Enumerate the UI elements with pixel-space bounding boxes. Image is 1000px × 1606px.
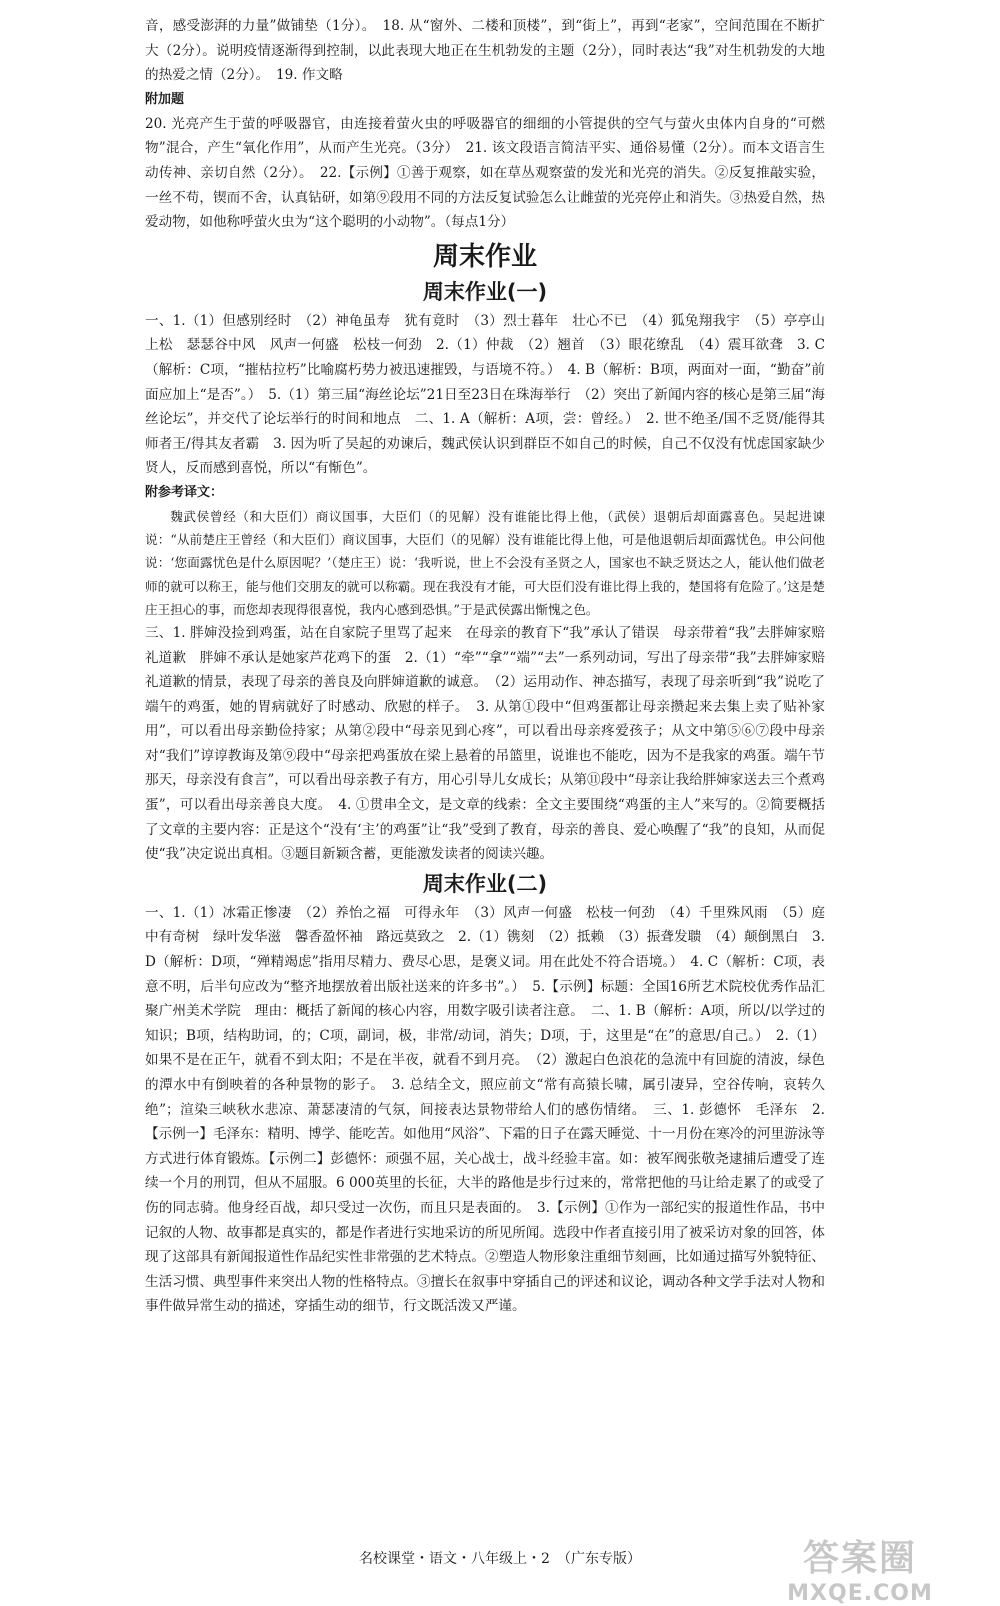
- addon-answers: 20. 光亮产生于萤的呼吸器官，由连接着萤火虫的呼吸器官的细细的小管提供的空气与萤火虫体内自身的“可燃物”混合，产生“氧化作用”，从而产生光亮。（3分） 21. 该文段语言简洁平实、通俗易懂（2分）。而本文语言生动传神、亲切自然（2分）。 22.【示例】①善于观察，如在草丛观察萤的发光和光亮的消失。②反复推敲实验，一丝不苟，锲而不舍，认真钻研，如第⑨段用不同的方法反复试验怎么让雌萤的光亮停止和消失。③热爱自然，热爱动物，如他称呼萤火虫为“这个聪明的小动物”。（每点1分）: [145, 115, 825, 231]
- section-title-1: 周末作业(一): [422, 279, 548, 304]
- addon-heading: 附加题: [145, 91, 185, 107]
- section-title-2: 周末作业(二): [422, 871, 548, 896]
- reference-translation: [145, 505, 825, 621]
- translation-text: 魏武侯曾经（和大臣们）商议国事，大臣们（的见解）没有谁能比得上他，（武侯）退朝后却面露喜色。吴起进谏说：“从前楚庄王曾经（和大臣们）商议国事，大臣们（的见解）没有谁能比得上他，可是他退朝后却面露忧色。申公问他说：‘您面露忧色是什么原因呢？’（楚庄王）说：‘我听说，世上不会没有圣贤之人，国家也不缺乏贤达之人，能认他们做老师的就可以称王，能与他们交朋友的就可以称霸。现在我没有才能，可大臣们没有谁比得上我的，楚国将有危险了。’这是楚庄王担心的事，而您却表现得很喜悦，我内心感到恐惧。”于是武侯露出惭愧之色。: [145, 508, 825, 617]
- top-answers: [145, 14, 825, 235]
- section-1-part-3: 三、1. 胖婶没捡到鸡蛋，站在自家院子里骂了起来 在母亲的教育下“我”承认了错误 母亲带着“我”去胖婶家赔礼道歉 胖婶不承认是她家芦花鸡下的蛋 2.（1）“牵”“拿”“端”“去”一系列动词，写出了母亲带“我”去胖婶家赔礼道歉的情景，表现了母亲的善良及向胖婶道歉的诚意。 （2）运用动作、神态描写，表现了母亲听到“我”说吃了端午的鸡蛋，她的胃病就好了时感动、欣慰的样子。 3. 从第①段中“但鸡蛋都让母亲攒起来去集上卖了贴补家用”，可以看出母亲勤俭持家；从第②段中“母亲见到心疼”，可以看出母亲疼爱孩子；从文中第⑤⑥⑦段中母亲对“我们”谆谆教诲及第⑨段中“母亲把鸡蛋放在梁上悬着的吊篮里，说谁也不能吃，因为不是我家的鸡蛋。端午节那天，母亲没有食言”，可以看出母亲教子有方，用心引导儿女成长；从第⑪段中“母亲让我给胖婶家送去三个煮鸡蛋”，可以看出母亲善良大度。 4. ①贯串全文，是文章的线索：全文主要围绕“鸡蛋的主人”来写的。②简要概括了文章的主要内容：正是这个“没有‘主’的鸡蛋”让“我”受到了教育，母亲的善良、爱心唤醒了“我”的良知，从而促使“我”决定说出真相。③题目新颖含蓄，更能激发读者的阅读兴趣。: [145, 624, 825, 863]
- page-footer: 名校课堂・语文・八年级上・2 （广东专版）: [359, 1551, 641, 1567]
- weekend-homework-1: [145, 277, 825, 867]
- answer-paragraph: 音，感受澎湃的力量”做铺垫（1分）。 18. 从“窗外、二楼和顶楼”，到“街上”，再到“老家”，空间范围在不断扩大（2分）。说明疫情逐渐得到控制，以此表现大地正在生机勃发的主题（2分），同时表达“我”对生机勃发的大地的热爱之情（2分）。 19. 作文略: [145, 18, 825, 84]
- watermark-logo: 答案圈: [802, 1538, 917, 1579]
- reference-translation-label: 附参考译文：: [145, 484, 224, 500]
- answer-page: [145, 14, 825, 1319]
- weekend-homework-2: [145, 869, 825, 1319]
- section-1-part-1: 一、1.（1）但感别经时 （2）神龟虽寿 犹有竟时 （3）烈士暮年 壮心不已 （4）狐兔翔我宇 （5）亭亭山上松 瑟瑟谷中风 风声一何盛 松枝一何劲 2.（1）仲裁 （2）翘首 （3）眼花缭乱 （4）震耳欲聋 3. C（解析：C项，“摧枯拉朽”比喻腐朽势力被迅速摧毁，与语境不符。） 4. B（解析：B项，两面对一面，“勤奋”前面应加上“是否”。） 5.（1）第三届“海丝论坛”21日至23日在珠海举行 （2）突出了新闻内容的核心是第三届“海丝论坛”，并交代了论坛举行的时间和地点 二、1. A（解析：A项，尝：曾经。） 2. 世不绝圣/国不乏贤/能得其师者王/得其友者霸 3. 因为听了吴起的劝谏后，魏武侯认识到群臣不如自己的时候，自己不仅没有忧虑国家缺少贤人，反而感到喜悦，所以“有惭色”。: [145, 312, 825, 477]
- watermark-url: MXQE.COM: [787, 1581, 933, 1606]
- section-2-answers: 一、1.（1）冰霜正惨凄 （2）养怡之福 可得永年 （3）风声一何盛 松枝一何劲 （4）千里殊风雨 （5）庭中有奇树 绿叶发华滋 馨香盈怀袖 路远莫致之 2.（1）镌刻 （2）抵赖 （3）振聋发聩 （4）颠倒黑白 3. D（解析：D项，“殚精竭虑”指用尽精力、费尽心思，是褒义词。用在此处不符合语境。） 4. C（解析：C项，表意不明，后半句应改为“整齐地摆放着出版社送来的许多书”。） 5.【示例】标题：全国16所艺术院校优秀作品汇聚广州美术学院 理由：概括了新闻的核心内容，用数字吸引读者注意。 二、1. B（解析：A项，所以/以学过的知识；B项，结构助词，的；C项，副词，极，非常/动词，消失；D项，于，这里是“在”的意思/自己。） 2.（1）如果不是在正午，就看不到太阳；不是在半夜，就看不到月亮。 （2）激起白色浪花的急流中有回旋的清波，绿色的潭水中有倒映着的各种景物的影子。 3. 总结全文，照应前文“常有高猿长啸，属引凄异，空谷传响，哀转久绝”；渲染三峡秋水悲凉、萧瑟凄清的气氛，间接表达景物带给人们的感伤情绪。 三、1. 彭德怀 毛泽东 2.【示例一】毛泽东：精明、博学、能吃苦。如他用“风浴”、下霜的日子在露天睡觉、十一月份在寒冷的河里游泳等方式进行体育锻炼。【示例二】彭德怀：顽强不屈，关心战士，战斗经验丰富。如：被军阀张敬尧逮捕后遭受了连续一个月的刑罚，但从不屈服。6 000英里的长征，大半的路他是步行过来的，常常把他的马让给走累了的或受了伤的同志骑。他身经百战，却只受过一次伤，而且只是表面的。 3.【示例】①作为一部纪实的报道性作品，书中记叙的人物、故事都是真实的，都是作者进行实地采访的所见所闻。选段中作者直接引用了被采访对象的回答，体现了这部具有新闻报道性作品纪实性非常强的艺术特点。②塑造人物形象注重细节刻画，比如通过描写外貌特征、生活习惯、典型事件来突出人物的性格特点。③擅长在叙事中穿插自己的评述和议论，调动各种文学手法对人物和事件做异常生动的描述，穿插生动的细节，行文既活泼又严谨。: [145, 904, 825, 1315]
- watermark: [780, 1530, 940, 1606]
- page-title: 周末作业: [432, 241, 537, 272]
